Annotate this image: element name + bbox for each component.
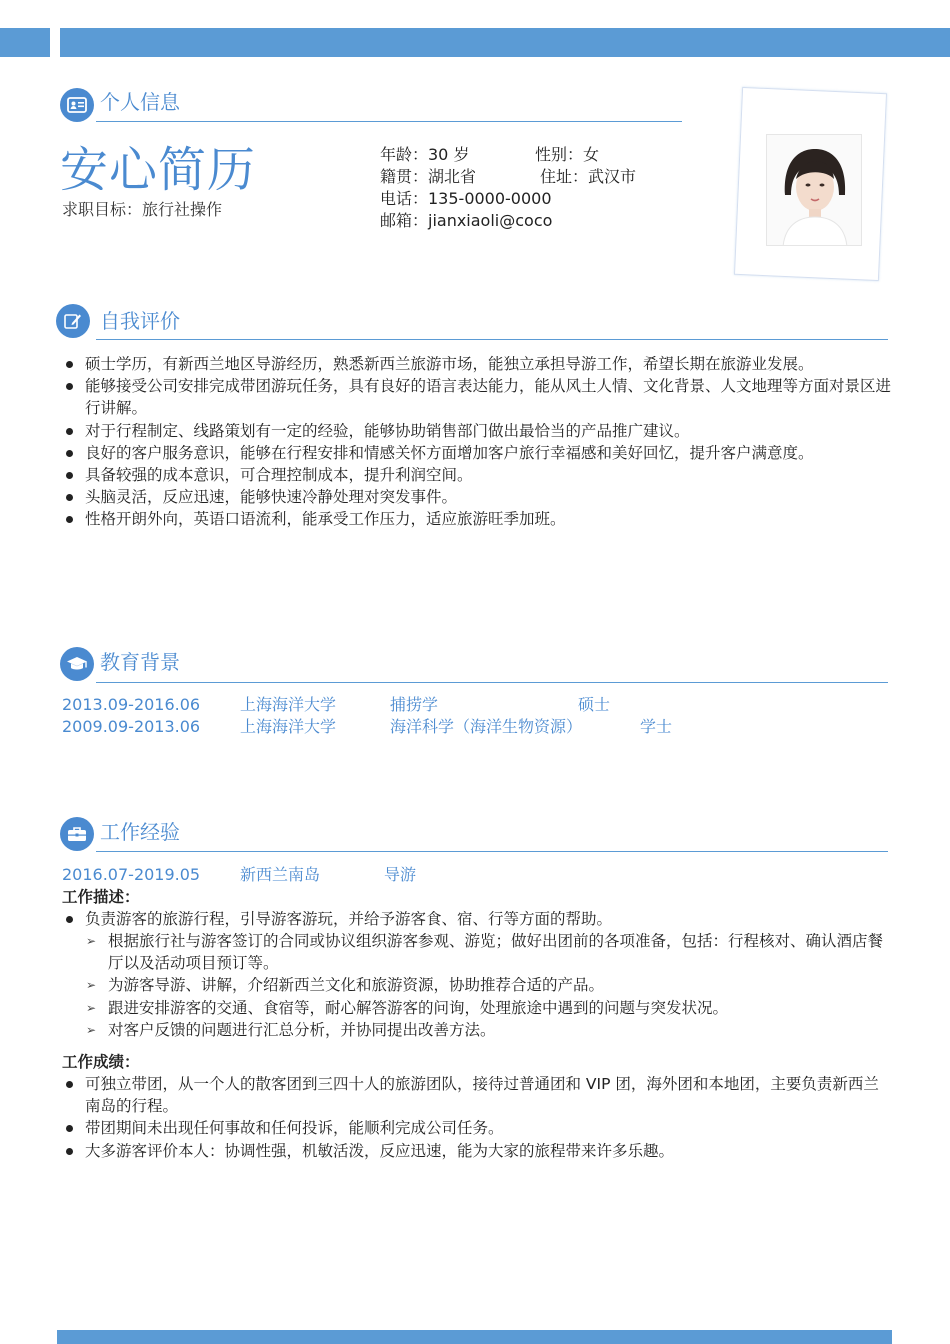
section-rule-education	[96, 682, 888, 683]
briefcase-icon	[60, 817, 94, 851]
work-desc-list	[62, 908, 892, 930]
candidate-name: 安心简历	[60, 142, 257, 198]
job-objective: 求职目标：旅行社操作	[62, 200, 223, 219]
work-company: 新西兰南岛	[240, 865, 321, 884]
pencil-icon	[56, 304, 90, 338]
info-email: 邮箱：jianxiaoli@coco	[380, 211, 553, 230]
list-item: 带团期间未出现任何事故和任何投诉，能顺利完成公司任务。	[62, 1117, 892, 1139]
section-title-personal: 个人信息	[100, 90, 180, 114]
profile-photo	[766, 134, 862, 246]
bottom-bar	[57, 1330, 892, 1344]
edu-degree: 硕士	[578, 695, 611, 714]
work-desc-sublist	[84, 930, 892, 1041]
list-item: ➢ 为游客导游、讲解，介绍新西兰文化和旅游资源，协助推荐合适的产品。	[86, 976, 605, 995]
section-title-education: 教育背景	[100, 650, 180, 674]
edu-period: 2009.09-2013.06	[62, 717, 201, 736]
list-item: 头脑灵活，反应迅速，能够快速冷静处理对突发事件。	[62, 486, 892, 508]
list-item: 性格开朗外向，英语口语流利，能承受工作压力，适应旅游旺季加班。	[62, 508, 892, 530]
work-result-list	[62, 1073, 892, 1162]
info-gender: 性别：女	[535, 145, 600, 164]
edu-period: 2013.09-2016.06	[62, 695, 201, 714]
work-period: 2016.07-2019.05	[62, 865, 201, 884]
info-address: 住址：武汉市	[540, 167, 637, 186]
edu-major: 捕捞学	[390, 695, 439, 714]
list-item: ➢ 对客户反馈的问题进行汇总分析，并协同提出改善方法。	[86, 1020, 496, 1039]
section-rule-work	[96, 851, 888, 852]
list-item: ➢ 根据旅行社与游客签订的合同或协议组织游客参观、游览；做好出团前的各项准备，包括：行程核对、确认酒店餐厅以及活动项目预订等。	[86, 932, 884, 973]
work-position: 导游	[384, 865, 417, 884]
graduation-cap-icon	[60, 647, 94, 681]
list-item: ➢ 跟进安排游客的交通、食宿等，耐心解答游客的问询，处理旅途中遇到的问题与突发状况。	[86, 998, 729, 1017]
section-rule-personal	[96, 121, 682, 122]
list-item: 可独立带团，从一个人的散客团到三四十人的旅游团队，接待过普通团和 VIP 团，海外团和本地团，主要负责新西兰南岛的行程。	[62, 1073, 892, 1117]
section-rule-self-eval	[96, 339, 888, 340]
list-item: 负责游客的旅游行程，引导游客游玩，并给予游客食、宿、行等方面的帮助。	[62, 908, 892, 930]
top-bar-left	[0, 28, 50, 57]
edu-school: 上海海洋大学	[240, 717, 337, 736]
info-age: 年龄：30 岁	[380, 145, 470, 164]
list-item: 大多游客评价本人：协调性强，机敏活泼，反应迅速，能为大家的旅程带来许多乐趣。	[62, 1140, 892, 1162]
edu-school: 上海海洋大学	[240, 695, 337, 714]
self-eval-list	[62, 353, 892, 531]
work-result-label: 工作成绩：	[62, 1053, 140, 1071]
section-title-self-eval: 自我评价	[100, 309, 180, 333]
work-desc-label: 工作描述：	[62, 888, 140, 906]
list-item: 硕士学历，有新西兰地区导游经历，熟悉新西兰旅游市场，能独立承担导游工作，希望长期在旅游业发展。	[62, 353, 892, 375]
info-phone: 电话：135-0000-0000	[380, 189, 552, 208]
edu-degree: 学士	[640, 717, 673, 736]
list-item: 能够接受公司安排完成带团游玩任务，具有良好的语言表达能力，能从风土人情、文化背景、人文地理等方面对景区进行讲解。	[62, 375, 892, 419]
list-item: 对于行程制定、线路策划有一定的经验，能够协助销售部门做出最恰当的产品推广建议。	[62, 420, 892, 442]
info-hometown: 籍贯：湖北省	[380, 167, 477, 186]
list-item: 具备较强的成本意识，可合理控制成本，提升利润空间。	[62, 464, 892, 486]
top-bar-right	[60, 28, 950, 57]
list-item: 良好的客户服务意识，能够在行程安排和情感关怀方面增加客户旅行幸福感和美好回忆，提升客户满意度。	[62, 442, 892, 464]
id-card-icon	[60, 88, 94, 122]
section-title-work: 工作经验	[100, 820, 180, 844]
edu-major: 海洋科学（海洋生物资源）	[390, 717, 583, 736]
